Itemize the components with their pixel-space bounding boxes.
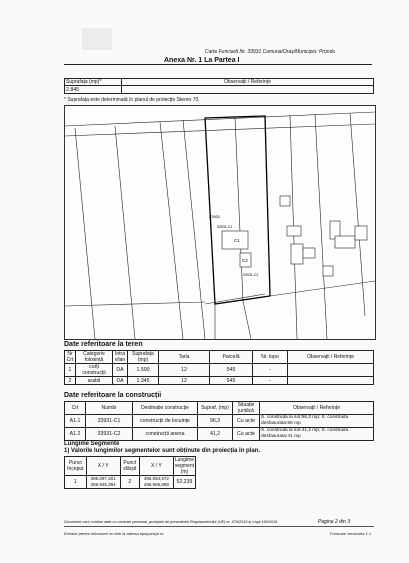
seg-cell: 395.084,572 286.995,869	[139, 476, 173, 489]
footer-rule	[64, 526, 374, 527]
constr-row	[65, 415, 374, 428]
land-cell: -	[253, 364, 288, 377]
land-header: Nr. topo	[253, 351, 288, 364]
seg-cell: 2	[120, 476, 139, 489]
constr-cell: S. construita la sol:96,3 mp; S. construita desfasurata:96 mp	[260, 415, 374, 428]
land-header: Parcelă	[210, 351, 253, 364]
land-header: Nr Crt	[65, 351, 76, 364]
land-cell: arabil	[76, 377, 113, 385]
constr-cell: 33931-C2	[86, 428, 133, 441]
segments-table	[64, 456, 196, 489]
constr-header: Situație juridică	[233, 402, 260, 415]
land-cell: DA	[113, 364, 128, 377]
land-cell: 1.345	[128, 377, 159, 385]
constr-cell: A1.2	[65, 428, 86, 441]
land-cell: DA	[113, 377, 128, 385]
header-rule	[64, 64, 372, 65]
constr-row	[65, 428, 374, 441]
constr-cell: construcții de locuințe	[133, 415, 198, 428]
surface-table	[64, 78, 374, 94]
constr-cell: S. construita la sol:41,2 mp; S. construita desfasurata:41 mp	[260, 428, 374, 441]
constr-cell: 41,2	[198, 428, 233, 441]
land-row	[65, 377, 374, 385]
footer-page: Pagina 2 din 3	[318, 519, 350, 525]
constr-header: Destinație construcție	[133, 402, 198, 415]
surface-value: 2.845	[65, 86, 122, 94]
seg-header: X / Y	[86, 457, 120, 476]
land-header: Categorie folosință	[76, 351, 113, 364]
plan-drawing	[65, 106, 375, 339]
footer-version: Formular versiunea 1.1	[330, 531, 372, 536]
constr-cell: Cu acte	[233, 428, 260, 441]
land-cell: 12	[159, 377, 210, 385]
land-cell: curți construcții	[76, 364, 113, 377]
constr-header: Număr	[86, 402, 133, 415]
seg-cell: 395.097,301 286.945,394	[86, 476, 120, 489]
plan-label-c1-full: 33931-C1	[217, 225, 233, 229]
seg-row	[65, 476, 196, 489]
plan-label-c2: C2	[242, 258, 248, 263]
constructions-table	[64, 401, 374, 441]
land-table	[64, 350, 374, 385]
land-cell	[288, 377, 374, 385]
land-cell: 1	[65, 364, 76, 377]
scan-artifact	[82, 28, 112, 50]
land-cell: 12	[159, 364, 210, 377]
seg-cell: 52,239	[173, 476, 195, 489]
land-cell: -	[253, 377, 288, 385]
seg-cell: 1	[65, 476, 87, 489]
cf-line: Carte Funciară Nr. 33931 Comuna/Oraș/Municipiu: Prundu	[205, 49, 336, 55]
land-header: Tarla	[159, 351, 210, 364]
constr-cell: 96,3	[198, 415, 233, 428]
seg-header: Lungime segment (m)	[174, 457, 194, 475]
land-header: Intra vilan	[113, 351, 128, 364]
footer-online: Extrase pentru informare on-line la adresa epay.ancpi.ro	[64, 531, 164, 536]
land-header: Observații / Referințe	[288, 351, 374, 364]
surface-obs	[122, 86, 374, 94]
cadastral-plan	[64, 105, 376, 340]
land-section-title: Date referitoare la teren	[64, 341, 143, 348]
plan-label-c2-full: 33931-C2	[243, 273, 259, 277]
constr-header: Observații / Referințe	[260, 402, 374, 415]
segments-title: Lungime Segmente	[64, 441, 120, 447]
land-cell: 545	[210, 377, 253, 385]
land-row	[65, 364, 374, 377]
surface-col-header: Suprafața (mp)*	[65, 79, 122, 86]
land-cell: 1.500	[128, 364, 159, 377]
segments-subtitle: 1) Valorile lungimilor segmentelor sunt obținute din proiecția în plan.	[64, 448, 261, 454]
constr-cell: Cu acte	[233, 415, 260, 428]
land-header: Suprafața (mp)	[128, 351, 159, 364]
constr-header: Crt	[65, 402, 86, 415]
constructions-section-title: Date referitoare la construcții	[64, 392, 162, 399]
surface-note: * Suprafața este determinată în planul de proiecție Stereo 70.	[64, 97, 200, 103]
seg-header: Punct început	[65, 457, 87, 476]
plan-label-c1: C1	[234, 238, 240, 243]
land-cell	[288, 364, 374, 377]
footer-privacy: Document care conține date cu caracter personal, protejate de prevederile Regulamentului (UE) nr. 679/2016 și Legii 190/2018	[64, 520, 278, 524]
constr-cell: A1.1	[65, 415, 86, 428]
plan-label-parcel: 33931	[209, 214, 221, 219]
constr-cell: 33931-C1	[86, 415, 133, 428]
constr-header: Supraf. (mp)	[198, 402, 233, 415]
land-cell: 2	[65, 377, 76, 385]
seg-header: Punct sfârșit	[120, 457, 139, 476]
obs-col-header: Observații / Referințe	[122, 79, 374, 86]
constr-cell: construcții anexa	[133, 428, 198, 441]
seg-header: X / Y	[139, 457, 173, 476]
annex-title: Anexa Nr. 1 La Partea I	[164, 57, 240, 64]
land-cell: 545	[210, 364, 253, 377]
